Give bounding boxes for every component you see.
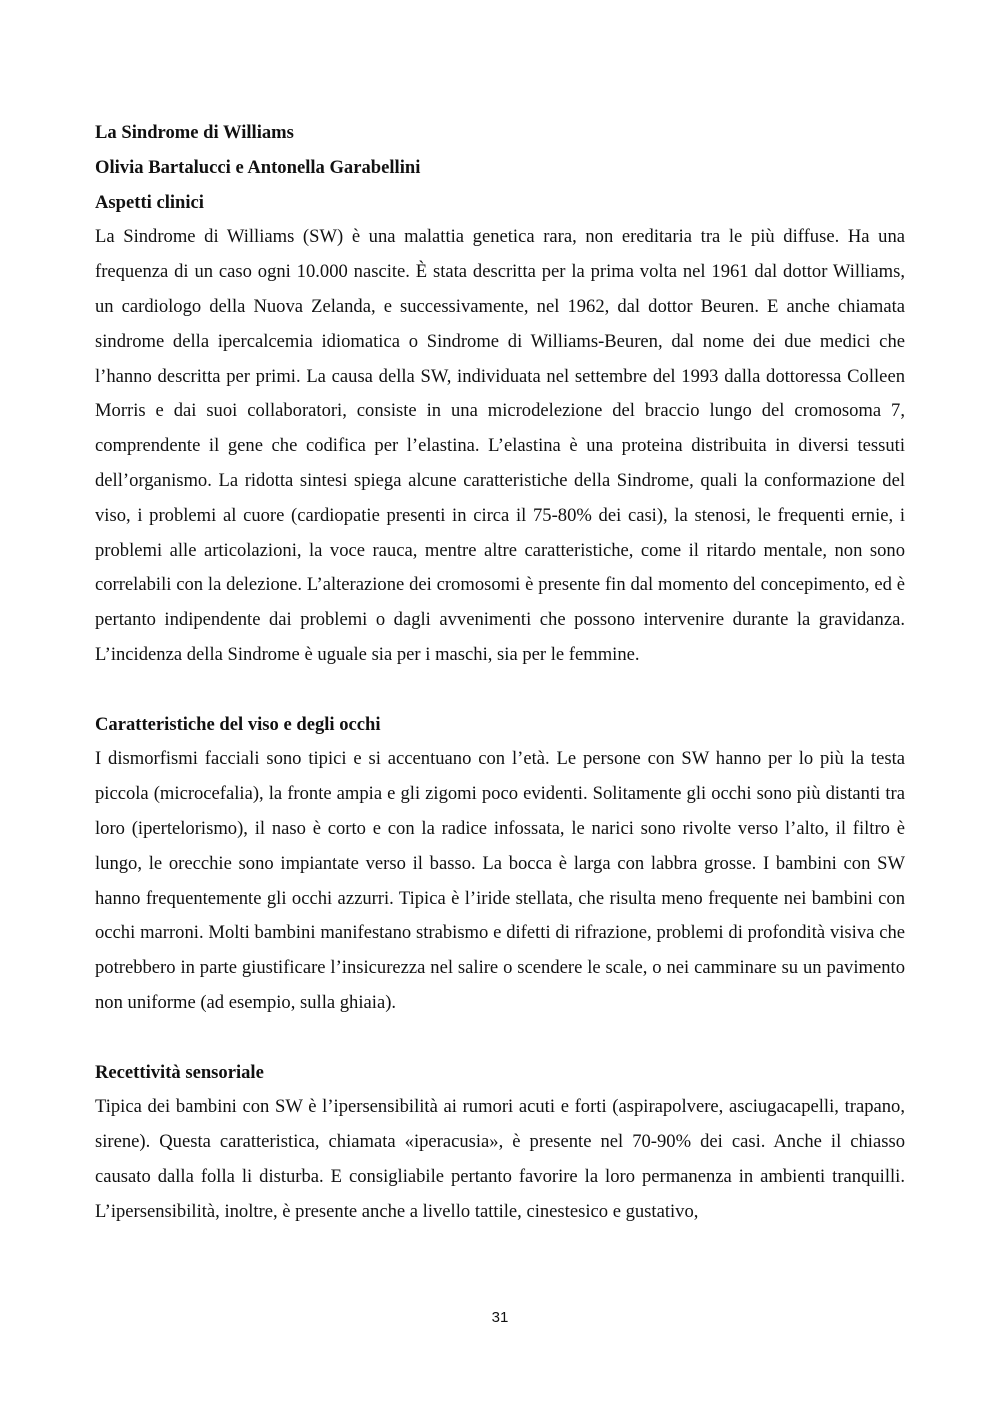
document-authors: Olivia Bartalucci e Antonella Garabellini [95,156,421,178]
section-paragraph-recettivita-sensoriale: Tipica dei bambini con SW è l’ipersensibilità ai rumori acuti e forti (aspirapolvere, asciugacapelli, trapano, sirene). Questa caratteristica, chiamata «iperacusia», è presente nel 70-90% dei casi. Anche il chiasso causato dalla folla li disturba. E consigliabile pertanto favorire la loro permanenza in ambienti tranquilli. L’ipersensibilità, inoltre, è presente anche a livello tattile, cinestesico e gustativo, [95,1096,905,1222]
section-heading-aspetti-clinici: Aspetti clinici [95,191,204,213]
section-heading-recettivita-sensoriale: Recettività sensoriale [95,1061,264,1083]
document-body [95,116,905,1230]
page-number: 31 [491,1309,509,1326]
section-gap [95,673,905,708]
section-gap [95,1021,905,1056]
section-heading-caratteristiche-viso: Caratteristiche del viso e degli occhi [95,713,381,735]
section-paragraph-caratteristiche-viso: I dismorfismi facciali sono tipici e si accentuano con l’età. Le persone con SW hanno per lo più la testa piccola (microcefalia), la fronte ampia e gli zigomi poco evidenti. Solitamente gli occhi sono più distanti tra loro (ipertelorismo), il naso è corto e con la radice infossata, le narici sono rivolte verso l’alto, il filtro è lungo, le orecchie sono impiantate verso il basso. La bocca è larga con labbra grosse. I bambini con SW hanno frequentemente gli occhi azzurri. Tipica è l’iride stellata, che risulta meno frequente nei bambini con occhi marroni. Molti bambini manifestano strabismo e difetti di rifrazione, problemi di profondità visiva che potrebbero in parte giustificare l’insicurezza nel salire o scendere le scale, o nei camminare su un pavimento non uniforme (ad esempio, sulla ghiaia). [95,748,905,1013]
document-title: La Sindrome di Williams [95,122,294,143]
section-paragraph-aspetti-clinici: La Sindrome di Williams (SW) è una malattia genetica rara, non ereditaria tra le più diffuse. Ha una frequenza di un caso ogni 10.000 nascite. È stata descritta per la prima volta nel 1961 dal dottor Williams, un cardiologo della Nuova Zelanda, e successivamente, nel 1962, dal dottor Beuren. E anche chiamata sindrome della ipercalcemia idiomatica o Sindrome di Williams-Beuren, dal nome dei due medici che l’hanno descritta per primi. La causa della SW, individuata nel settembre del 1993 dalla dottoressa Colleen Morris e dai suoi collaboratori, consiste in una microdelezione del braccio lungo del cromosoma 7, comprendente il gene che codifica per l’elastina. L’elastina è una proteina distribuita in diversi tessuti dell’organismo. La ridotta sintesi spiega alcune caratteristiche della Sindrome, quali la conformazione del viso, i problemi al cuore (cardiopatie presenti in circa il 75-80% dei casi), la stenosi, le frequenti ernie, i problemi alle articolazioni, la voce rauca, mentre altre caratteristiche, come il ritardo mentale, non sono correlabili con la delezione. L’alterazione dei cromosomi è presente fin dal momento del concepimento, ed è pertanto indipendente dai problemi o dagli avvenimenti che possono intervenire durante la gravidanza. L’incidenza della Sindrome è uguale sia per i maschi, sia per le femmine. [95,226,905,665]
